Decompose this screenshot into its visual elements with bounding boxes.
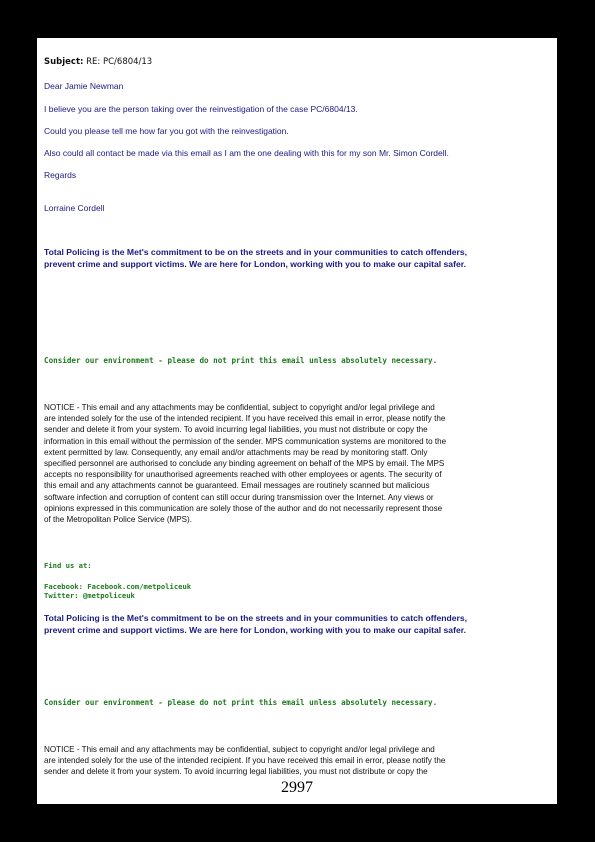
signature: Lorraine Cordell — [44, 203, 105, 213]
notice-line: specified personnel are authorised to conclude any binding agreement on behalf of the MPS by email. The MPS — [44, 459, 445, 469]
find-us-heading: Find us at: — [44, 561, 92, 570]
legal-notice-2 — [44, 744, 445, 778]
subject-line — [44, 57, 152, 67]
notice-line: NOTICE - This email and any attachments may be confidential, subject to copyright and/or legal privilege and — [44, 745, 435, 754]
subject-value: RE: PC/6804/13 — [86, 57, 153, 67]
subject-label: Subject: — [44, 57, 84, 67]
environment-notice-1: Consider our environment - please do not print this email unless absolutely necessary. — [44, 356, 438, 365]
notice-line: information in this email without the permission of the sender. MPS communication systems are monitored to the — [44, 436, 447, 446]
page-number: 2997 — [281, 779, 313, 796]
policing-statement-1 — [44, 246, 467, 270]
environment-notice-2: Consider our environment - please do not print this email unless absolutely necessary. — [44, 698, 438, 707]
policing-line: prevent crime and support victims. We are here for London, working with you to make our capital safer. — [44, 625, 466, 635]
notice-line: NOTICE - This email and any attachments may be confidential, subject to copyright and/or legal privilege and — [44, 403, 435, 412]
facebook-link[interactable]: Facebook: Facebook.com/metpoliceuk — [44, 582, 192, 591]
body-paragraph-3: Also could all contact be made via this email as I am the one dealing with this for my son Mr. Simon Cordell. — [44, 148, 449, 158]
notice-line: opinions expressed in this communication are solely those of the author and do not necessarily represent those — [44, 503, 443, 513]
twitter-link[interactable]: Twitter: @metpoliceuk — [44, 591, 135, 600]
notice-line: extent permitted by law. Consequently, any email and/or attachments may be read by monitoring staff. Only — [44, 447, 428, 457]
policing-line: prevent crime and support victims. We are here for London, working with you to make our capital safer. — [44, 259, 466, 269]
legal-notice-1 — [44, 402, 446, 525]
notice-line: are intended solely for the use of the intended recipient. If you have received this email in error, please notify the — [44, 414, 446, 424]
notice-line: this email and any attachments cannot be guaranteed. Email messages are routinely scanned but malicious — [44, 481, 430, 491]
closing: Regards — [44, 170, 77, 180]
notice-line: accepts no responsibility for unauthorised agreements reached with other employees or agents. The security of — [44, 470, 442, 480]
notice-line: of the Metropolitan Police Service (MPS). — [44, 515, 192, 525]
document-page — [37, 38, 557, 804]
policing-line: Total Policing is the Met's commitment to be on the streets and in your communities to catch offenders, — [44, 613, 468, 623]
notice-line: are intended solely for the use of the intended recipient. If you have received this email in error, please notify the — [44, 756, 446, 766]
notice-line: sender and delete it from your system. To avoid incurring legal liabilities, you must not distribute or copy the — [44, 425, 428, 435]
greeting: Dear Jamie Newman — [44, 81, 124, 91]
body-paragraph-2: Could you please tell me how far you got with the reinvestigation. — [44, 126, 289, 136]
policing-statement-2 — [44, 612, 467, 636]
notice-line: software infection and corruption of content can still occur during transmission over the Internet. Any views or — [44, 492, 434, 502]
policing-line: Total Policing is the Met's commitment to be on the streets and in your communities to catch offenders, — [44, 247, 468, 257]
body-paragraph-1: I believe you are the person taking over the reinvestigation of the case PC/6804/13. — [44, 104, 358, 114]
social-links — [44, 582, 191, 600]
notice-line: sender and delete it from your system. To avoid incurring legal liabilities, you must not distribute or copy the — [44, 767, 428, 777]
